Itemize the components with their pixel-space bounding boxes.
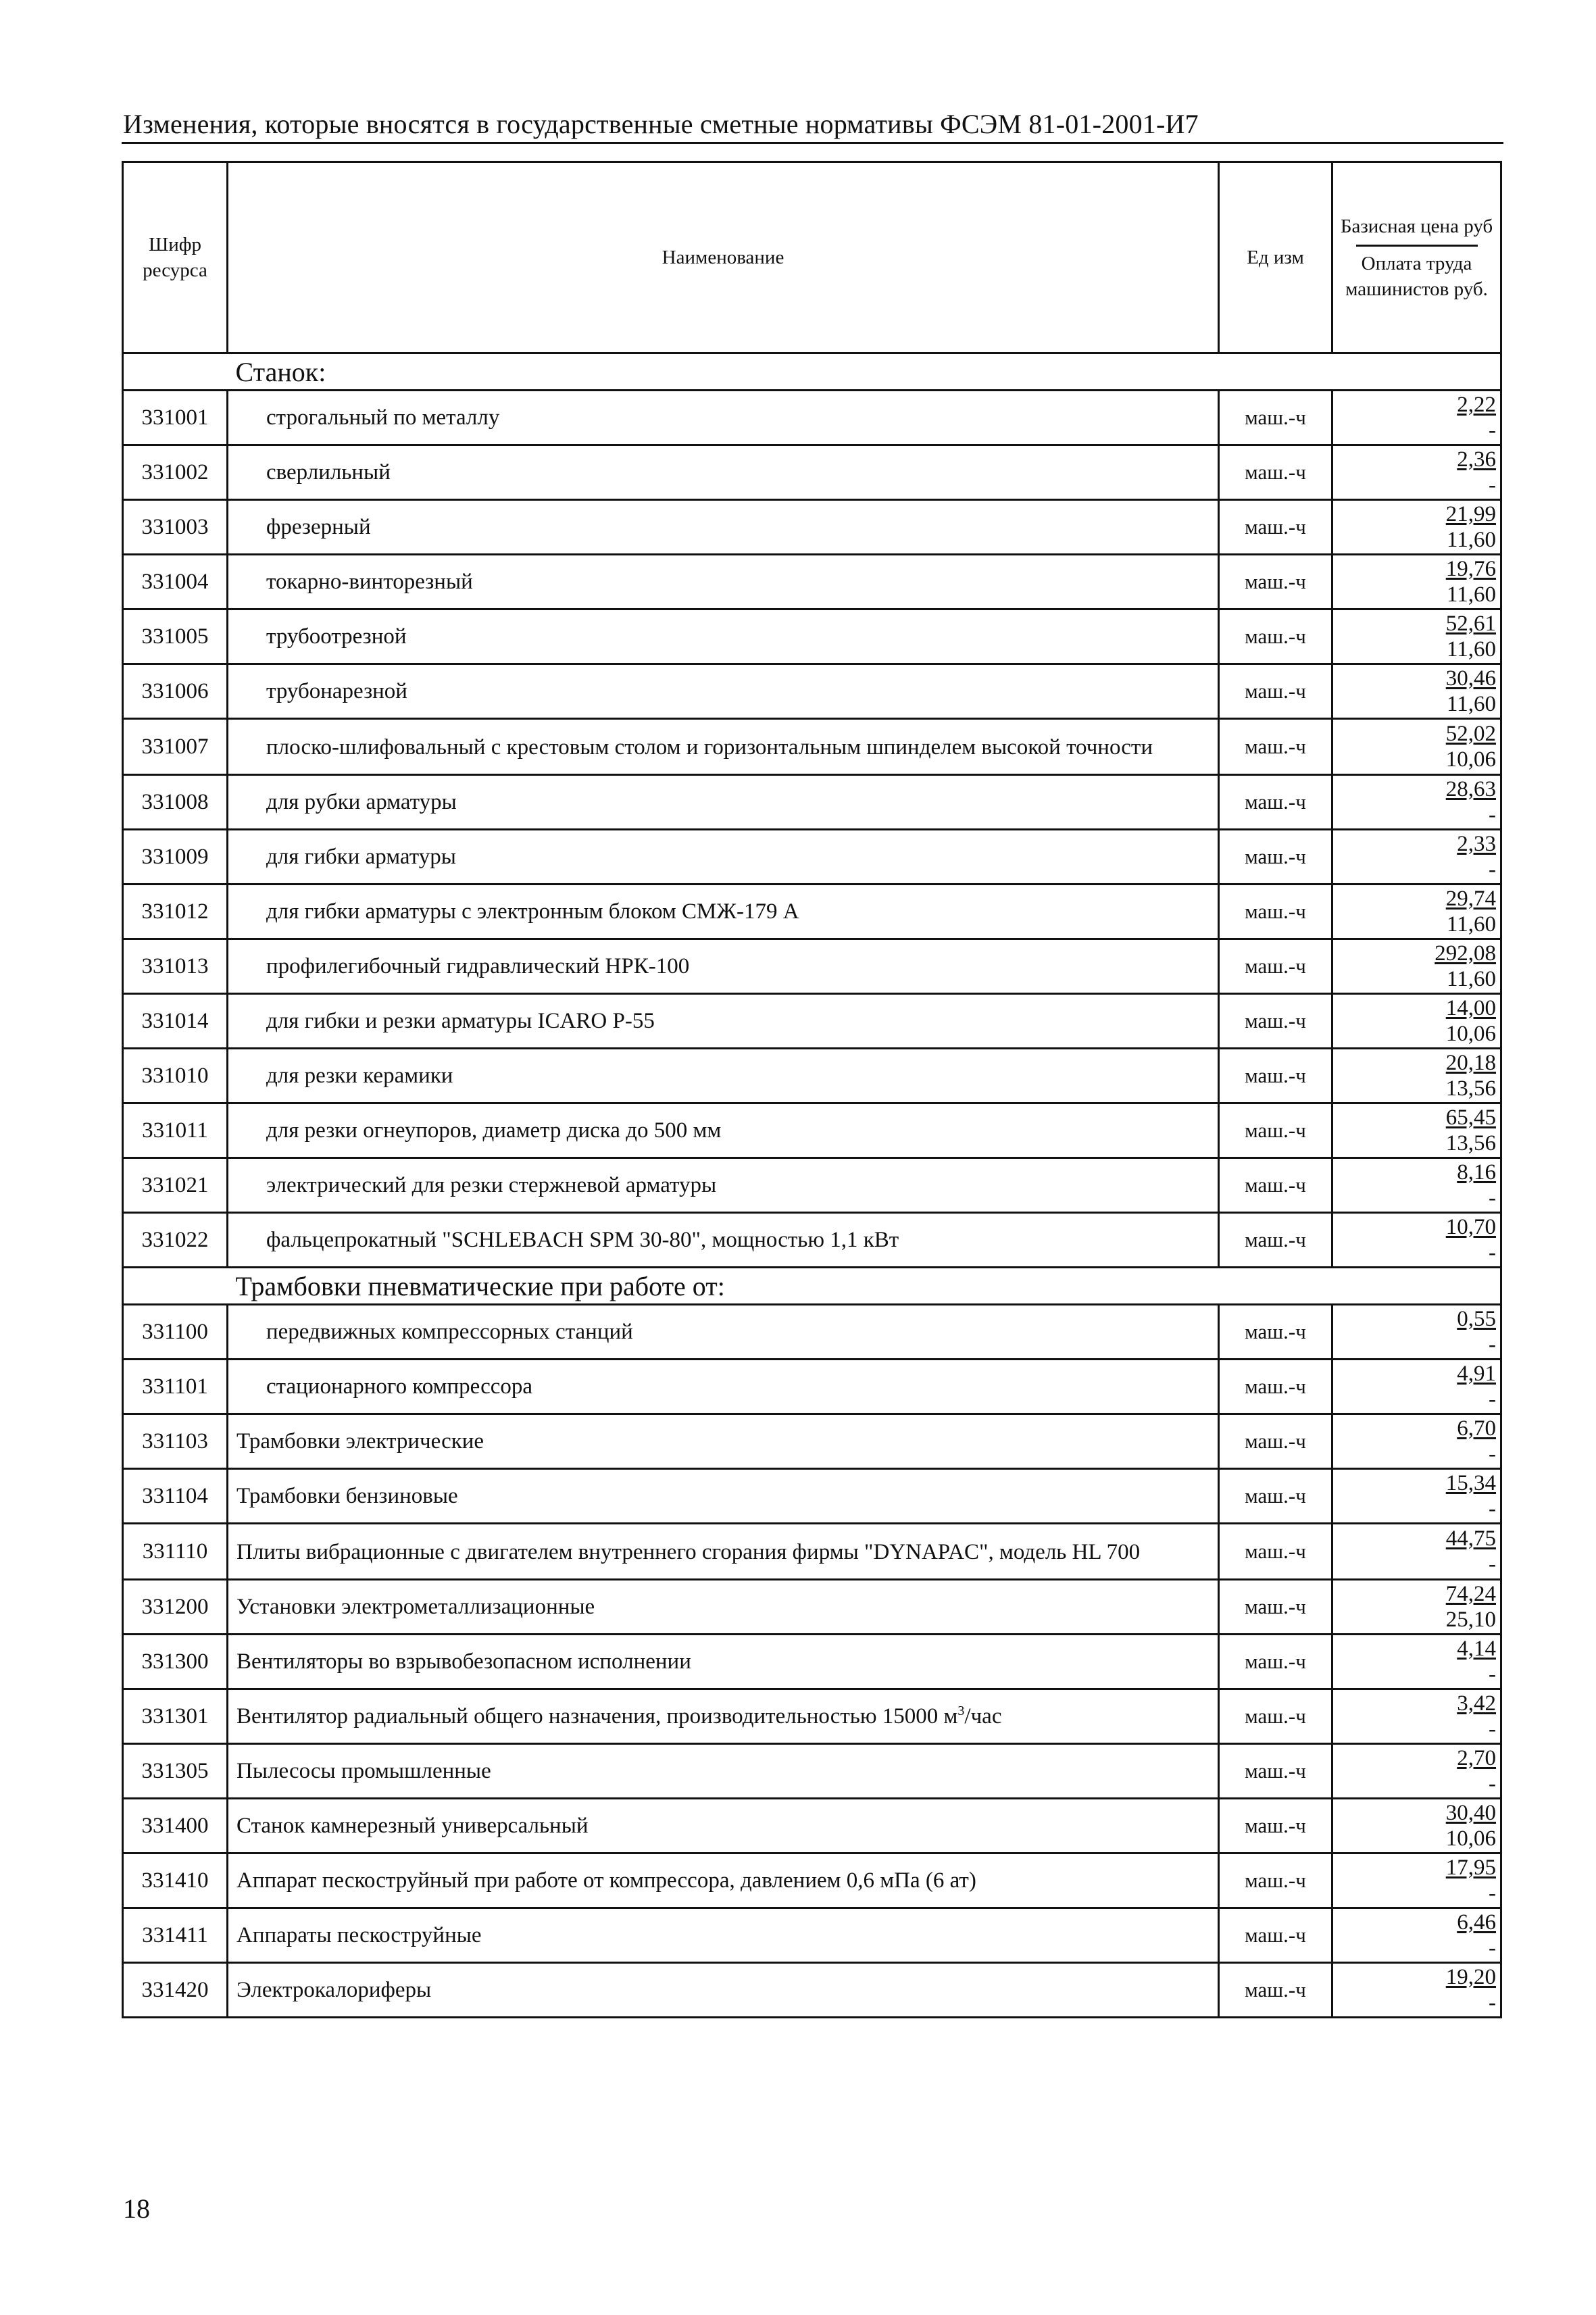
base-price: 17,95 (1445, 1856, 1496, 1880)
table-row (123, 719, 1501, 775)
table-row (123, 391, 1501, 445)
unit-of-measure: маш.-ч (1219, 939, 1332, 994)
resource-name (228, 1360, 1219, 1414)
base-price: 4,91 (1457, 1362, 1496, 1386)
operator-wage: 10,06 (1445, 1826, 1496, 1851)
section-row (123, 353, 1501, 391)
base-price: 20,18 (1445, 1051, 1496, 1075)
base-price: 4,14 (1457, 1637, 1496, 1661)
resource-name (228, 1158, 1219, 1213)
resource-name-text: для рубки арматуры (266, 790, 457, 814)
unit-of-measure: маш.-ч (1219, 1744, 1332, 1799)
price-cell (1332, 1360, 1501, 1414)
unit-of-measure: маш.-ч (1219, 1213, 1332, 1268)
table-row (123, 1049, 1501, 1103)
table-header-row (123, 162, 1501, 353)
resource-code: 331400 (123, 1799, 228, 1853)
resource-name-text: токарно-винторезный (266, 570, 473, 594)
unit-of-measure: маш.-ч (1219, 1524, 1332, 1580)
table-row (123, 1744, 1501, 1799)
column-header-price (1332, 162, 1501, 353)
unit-of-measure: маш.-ч (1219, 775, 1332, 830)
table-row (123, 1580, 1501, 1635)
price-cell (1332, 1524, 1501, 1580)
base-price: 2,70 (1457, 1746, 1496, 1770)
price-cell (1332, 775, 1501, 830)
resource-name-text: трубоотрезной (266, 624, 407, 649)
price-cell (1332, 664, 1501, 719)
resource-name-text: Вентиляторы во взрывобезопасном исполнении (236, 1649, 691, 1674)
price-cell (1332, 445, 1501, 500)
unit-of-measure: маш.-ч (1219, 391, 1332, 445)
resource-name (228, 1635, 1219, 1689)
unit-of-measure: маш.-ч (1219, 1469, 1332, 1524)
resource-code: 331420 (123, 1963, 228, 2018)
unit-of-measure: маш.-ч (1219, 445, 1332, 500)
resource-name (228, 1414, 1219, 1469)
price-cell (1332, 1635, 1501, 1689)
base-price: 6,70 (1457, 1416, 1496, 1441)
resource-code: 331021 (123, 1158, 228, 1213)
header-divider (1356, 245, 1478, 247)
operator-wage: - (1489, 803, 1496, 827)
resource-name (228, 1049, 1219, 1103)
document-header-title: Изменения, которые вносятся в государственные сметные нормативы ФСЭМ 81-01-2001-И7 (123, 109, 1199, 139)
resource-name-text: электрический для резки стержневой арматуры (266, 1173, 717, 1197)
table-row (123, 1635, 1501, 1689)
table-row (123, 885, 1501, 939)
base-price: 2,22 (1457, 393, 1496, 417)
section-code-cell (123, 1268, 228, 1305)
resource-table (122, 161, 1502, 2018)
base-price: 52,02 (1445, 722, 1496, 746)
unit-of-measure: маш.-ч (1219, 1103, 1332, 1158)
resource-name-text: для гибки и резки арматуры ICARO P-55 (266, 1009, 655, 1033)
operator-wage: - (1489, 857, 1496, 882)
base-price: 30,46 (1445, 666, 1496, 691)
resource-name-text: передвижных компрессорных станций (266, 1320, 633, 1344)
resource-name (228, 500, 1219, 555)
resource-name (228, 1799, 1219, 1853)
resource-name-text: стационарного компрессора (266, 1374, 533, 1399)
base-price: 30,40 (1445, 1801, 1496, 1825)
base-price: 74,24 (1445, 1582, 1496, 1606)
resource-name-text: Трамбовки электрические (236, 1429, 484, 1453)
base-price: 6,46 (1457, 1910, 1496, 1935)
table-row (123, 1103, 1501, 1158)
resource-code: 331005 (123, 609, 228, 664)
resource-code: 331006 (123, 664, 228, 719)
operator-wage: - (1489, 1186, 1496, 1210)
table-row (123, 775, 1501, 830)
resource-name-text: Вентилятор радиальный общего назначения, производительностью 15000 м (236, 1704, 958, 1728)
operator-wage: 11,60 (1446, 967, 1496, 991)
table-row (123, 1360, 1501, 1414)
base-price: 2,36 (1457, 447, 1496, 472)
section-price-cell (1332, 1268, 1501, 1305)
column-header-code: Шифр ресурса (123, 162, 228, 353)
price-cell (1332, 555, 1501, 609)
resource-name (228, 1305, 1219, 1360)
operator-wage: - (1489, 1936, 1496, 1960)
resource-code: 331104 (123, 1469, 228, 1524)
page-number: 18 (123, 2193, 150, 2224)
table-row (123, 939, 1501, 994)
resource-code: 331110 (123, 1524, 228, 1580)
operator-wage: 13,56 (1445, 1076, 1496, 1101)
resource-name-text: Электрокалориферы (236, 1978, 432, 2002)
unit-of-measure: маш.-ч (1219, 1580, 1332, 1635)
resource-code: 331009 (123, 830, 228, 885)
resource-name (228, 555, 1219, 609)
table-row (123, 1853, 1501, 1908)
base-price: 65,45 (1445, 1105, 1496, 1130)
unit-of-measure: маш.-ч (1219, 1908, 1332, 1963)
unit-of-measure: маш.-ч (1219, 1305, 1332, 1360)
resource-code: 331300 (123, 1635, 228, 1689)
resource-name (228, 1963, 1219, 2018)
resource-name (228, 1908, 1219, 1963)
resource-name (228, 1103, 1219, 1158)
base-price: 292,08 (1435, 941, 1496, 966)
resource-code: 331411 (123, 1908, 228, 1963)
unit-of-measure: маш.-ч (1219, 1414, 1332, 1469)
resource-code: 331002 (123, 445, 228, 500)
unit-of-measure: маш.-ч (1219, 885, 1332, 939)
resource-code: 331200 (123, 1580, 228, 1635)
resource-name-text: фрезерный (266, 515, 371, 539)
table-row (123, 1414, 1501, 1469)
resource-code: 331003 (123, 500, 228, 555)
resource-code: 331012 (123, 885, 228, 939)
operator-wage: 13,56 (1445, 1131, 1496, 1155)
resource-code: 331011 (123, 1103, 228, 1158)
unit-of-measure: маш.-ч (1219, 500, 1332, 555)
operator-wage: - (1489, 418, 1496, 443)
price-cell (1332, 500, 1501, 555)
resource-name-text: Аппарат пескоструйный при работе от компрессора, давлением 0,6 мПа (6 ат) (236, 1868, 976, 1893)
operator-wage: 11,60 (1446, 528, 1496, 552)
base-price: 52,61 (1445, 612, 1496, 636)
section-row (123, 1268, 1501, 1305)
unit-of-measure: маш.-ч (1219, 994, 1332, 1049)
resource-code: 331103 (123, 1414, 228, 1469)
resource-name-text: сверлильный (266, 460, 391, 484)
resource-name (228, 609, 1219, 664)
column-header-operator-wage: Оплата труда машинистов руб. (1345, 252, 1488, 300)
table-row (123, 830, 1501, 885)
resource-name-text: трубонарезной (266, 679, 407, 703)
table-body (123, 353, 1501, 2018)
price-cell (1332, 719, 1501, 775)
unit-of-measure: маш.-ч (1219, 664, 1332, 719)
resource-name-text: профилегибочный гидравлический НРК-100 (266, 954, 690, 978)
unit-exponent: 3 (957, 1703, 965, 1718)
resource-name (228, 1689, 1219, 1744)
header-rule (122, 142, 1503, 144)
operator-wage: - (1489, 1442, 1496, 1466)
base-price: 14,00 (1445, 996, 1496, 1020)
section-title: Трамбовки пневматические при работе от: (228, 1268, 1332, 1305)
resource-code: 331305 (123, 1744, 228, 1799)
operator-wage: - (1489, 1387, 1496, 1412)
resource-name-text: Станок камнерезный универсальный (236, 1814, 589, 1838)
resource-name-text: для гибки арматуры (266, 845, 456, 869)
table-row (123, 1305, 1501, 1360)
table-row (123, 500, 1501, 555)
resource-code: 331410 (123, 1853, 228, 1908)
resource-name (228, 939, 1219, 994)
price-cell (1332, 1580, 1501, 1635)
operator-wage: 11,60 (1446, 692, 1496, 716)
base-price: 28,63 (1445, 777, 1496, 801)
section-code-cell (123, 353, 228, 391)
price-cell (1332, 1963, 1501, 2018)
table-row (123, 555, 1501, 609)
operator-wage: - (1489, 1497, 1496, 1521)
resource-name-text: для резки огнеупоров, диаметр диска до 500 мм (266, 1118, 722, 1143)
resource-name-text: для резки керамики (266, 1064, 453, 1088)
resource-code: 331008 (123, 775, 228, 830)
resource-name (228, 445, 1219, 500)
resource-name-text: фальцепрокатный "SCHLEBACH SPM 30-80", мощностью 1,1 кВт (266, 1228, 899, 1252)
resource-name (228, 1580, 1219, 1635)
operator-wage: 11,60 (1446, 582, 1496, 607)
price-cell (1332, 1103, 1501, 1158)
table-row (123, 1908, 1501, 1963)
resource-name (228, 1469, 1219, 1524)
resource-code: 331301 (123, 1689, 228, 1744)
resource-name (228, 391, 1219, 445)
resource-name-text: строгальный по металлу (266, 405, 500, 430)
unit-of-measure: маш.-ч (1219, 1853, 1332, 1908)
base-price: 3,42 (1457, 1691, 1496, 1716)
base-price: 21,99 (1445, 502, 1496, 526)
table-row (123, 1689, 1501, 1744)
unit-of-measure: маш.-ч (1219, 719, 1332, 775)
resource-name-text: Аппараты пескоструйные (236, 1923, 482, 1947)
operator-wage: - (1489, 1552, 1496, 1576)
base-price: 44,75 (1445, 1526, 1496, 1551)
resource-name-text: для гибки арматуры с электронным блоком СМЖ-179 А (266, 899, 799, 924)
base-price: 29,74 (1445, 887, 1496, 911)
column-header-name: Наименование (228, 162, 1219, 353)
resource-name (228, 664, 1219, 719)
operator-wage: 11,60 (1446, 637, 1496, 662)
price-cell (1332, 1689, 1501, 1744)
price-cell (1332, 1213, 1501, 1268)
resource-name-text: Пылесосы промышленные (236, 1759, 491, 1783)
table-row (123, 1469, 1501, 1524)
resource-name (228, 1213, 1219, 1268)
operator-wage: 10,06 (1445, 1022, 1496, 1046)
unit-of-measure: маш.-ч (1219, 1360, 1332, 1414)
resource-name (228, 830, 1219, 885)
resource-name-text: Плиты вибрационные с двигателем внутреннего сгорания фирмы "DYNAPAC", модель HL 700 (236, 1540, 1141, 1564)
operator-wage: 25,10 (1445, 1608, 1496, 1632)
price-cell (1332, 1908, 1501, 1963)
operator-wage: - (1489, 1772, 1496, 1796)
price-cell (1332, 1049, 1501, 1103)
resource-code: 331010 (123, 1049, 228, 1103)
base-price: 0,55 (1457, 1307, 1496, 1331)
resource-code: 331022 (123, 1213, 228, 1268)
table-row (123, 1213, 1501, 1268)
unit-of-measure: маш.-ч (1219, 1049, 1332, 1103)
operator-wage: - (1489, 1991, 1496, 2015)
resource-code: 331014 (123, 994, 228, 1049)
resource-name-text: Установки электрометаллизационные (236, 1595, 595, 1619)
operator-wage: - (1489, 473, 1496, 497)
resource-code: 331013 (123, 939, 228, 994)
table-row (123, 1524, 1501, 1580)
resource-name-text: Трамбовки бензиновые (236, 1484, 458, 1508)
unit-of-measure: маш.-ч (1219, 1799, 1332, 1853)
price-cell (1332, 939, 1501, 994)
unit-of-measure: маш.-ч (1219, 609, 1332, 664)
resource-name-text: плоско-шлифовальный с крестовым столом и горизонтальным шпинделем высокой точности (266, 735, 1153, 760)
section-price-cell (1332, 353, 1501, 391)
price-cell (1332, 1744, 1501, 1799)
resource-name (228, 719, 1219, 775)
price-cell (1332, 391, 1501, 445)
resource-code: 331001 (123, 391, 228, 445)
table-row (123, 609, 1501, 664)
table-row (123, 1799, 1501, 1853)
column-header-base-price: Базисная цена руб (1340, 215, 1493, 237)
table-row (123, 445, 1501, 500)
base-price: 19,76 (1445, 557, 1496, 581)
unit-of-measure: маш.-ч (1219, 555, 1332, 609)
price-cell (1332, 1414, 1501, 1469)
operator-wage: - (1489, 1881, 1496, 1906)
price-cell (1332, 885, 1501, 939)
unit-of-measure: маш.-ч (1219, 1689, 1332, 1744)
table-row (123, 994, 1501, 1049)
operator-wage: - (1489, 1241, 1496, 1265)
resource-name (228, 994, 1219, 1049)
table-row (123, 664, 1501, 719)
resource-name (228, 1744, 1219, 1799)
price-cell (1332, 1799, 1501, 1853)
unit-of-measure: маш.-ч (1219, 1635, 1332, 1689)
base-price: 15,34 (1445, 1471, 1496, 1495)
resource-name (228, 885, 1219, 939)
resource-code: 331101 (123, 1360, 228, 1414)
base-price: 8,16 (1457, 1160, 1496, 1185)
price-cell (1332, 994, 1501, 1049)
price-cell (1332, 1853, 1501, 1908)
column-header-unit: Ед изм (1219, 162, 1332, 353)
unit-of-measure: маш.-ч (1219, 830, 1332, 885)
table-row (123, 1158, 1501, 1213)
operator-wage: 11,60 (1446, 912, 1496, 937)
operator-wage: 10,06 (1445, 747, 1496, 772)
resource-name (228, 1853, 1219, 1908)
base-price: 10,70 (1445, 1215, 1496, 1239)
resource-code: 331004 (123, 555, 228, 609)
operator-wage: - (1489, 1717, 1496, 1741)
table-row (123, 1963, 1501, 2018)
resource-name (228, 1524, 1219, 1580)
operator-wage: - (1489, 1333, 1496, 1357)
base-price: 19,20 (1445, 1965, 1496, 1989)
resource-name-tail: /час (964, 1704, 1002, 1728)
resource-code: 331007 (123, 719, 228, 775)
unit-of-measure: маш.-ч (1219, 1963, 1332, 2018)
section-title: Станок: (228, 353, 1332, 391)
resource-code: 331100 (123, 1305, 228, 1360)
price-cell (1332, 1469, 1501, 1524)
unit-of-measure: маш.-ч (1219, 1158, 1332, 1213)
base-price: 2,33 (1457, 832, 1496, 856)
price-cell (1332, 1158, 1501, 1213)
price-cell (1332, 609, 1501, 664)
price-cell (1332, 830, 1501, 885)
operator-wage: - (1489, 1662, 1496, 1687)
price-cell (1332, 1305, 1501, 1360)
resource-name (228, 775, 1219, 830)
